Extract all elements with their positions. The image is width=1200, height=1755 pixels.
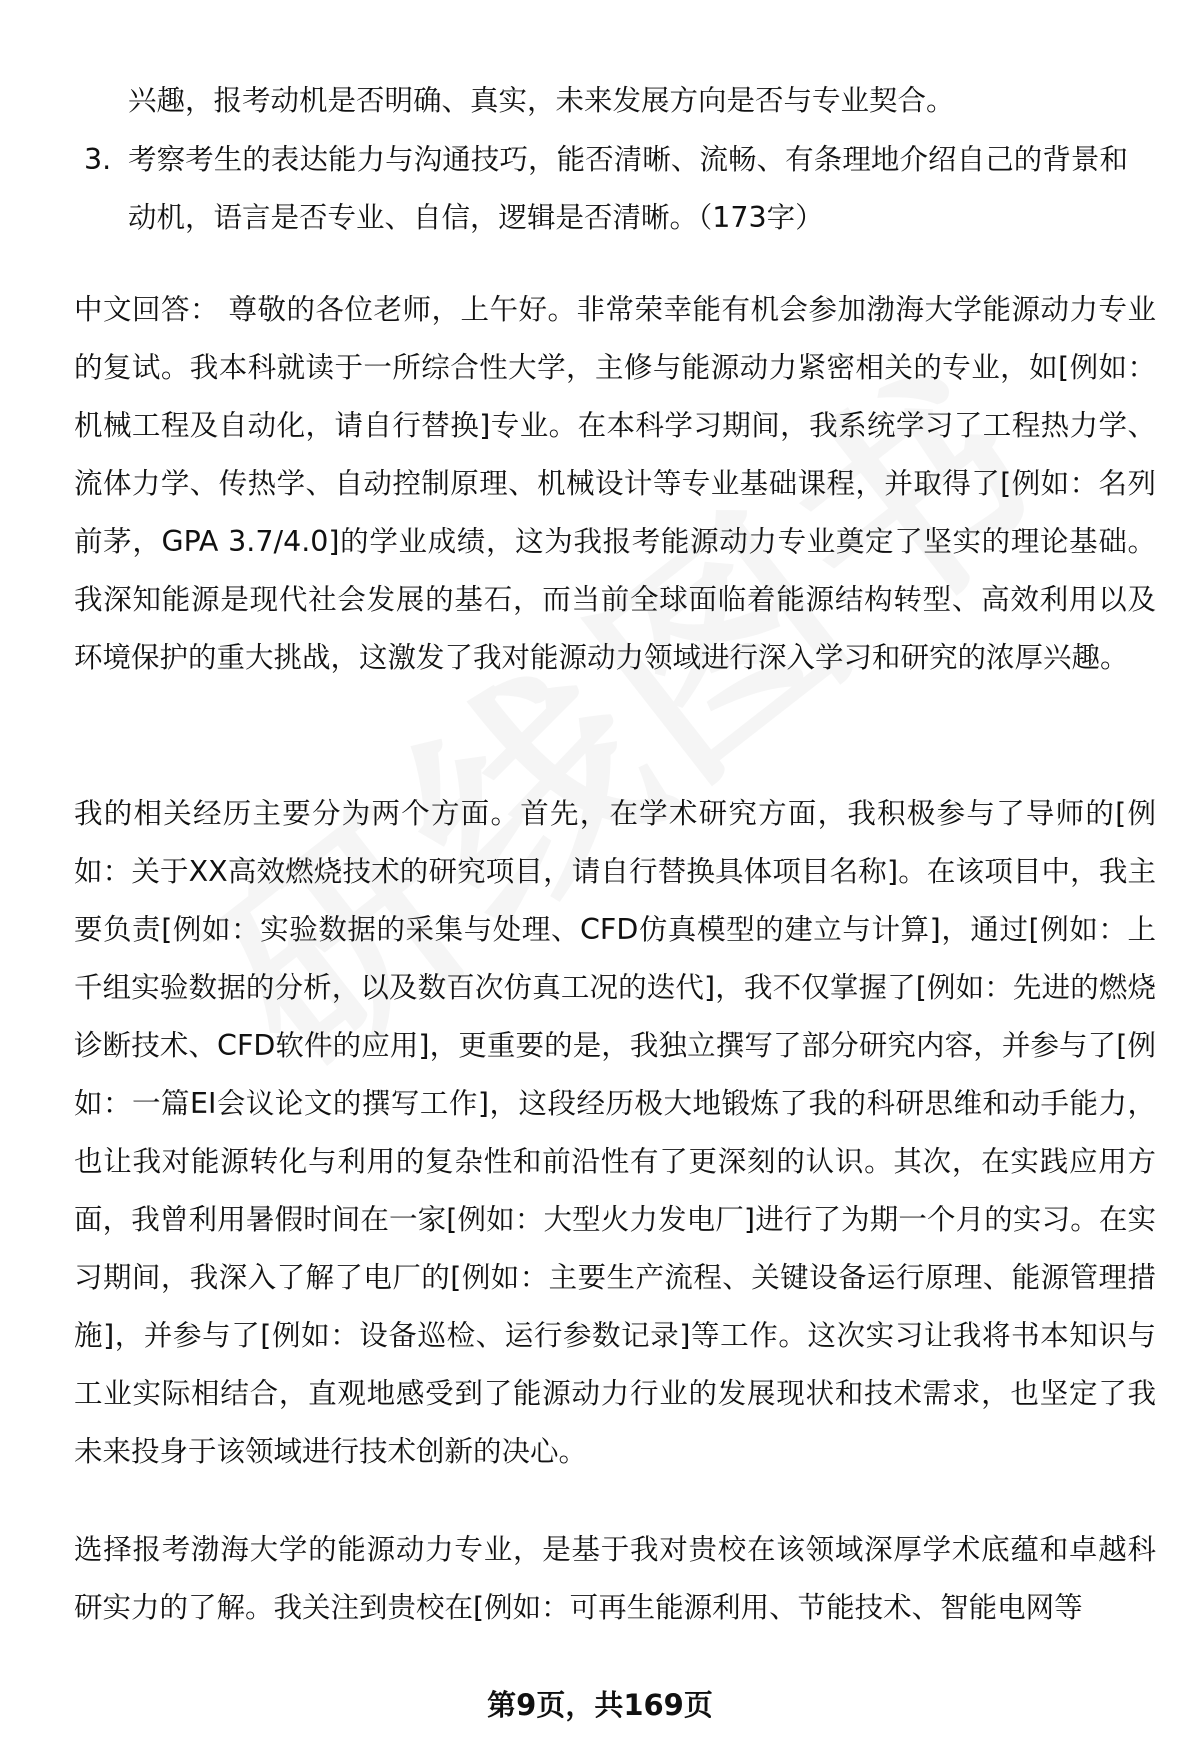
- answer-paragraph-motivation: 选择报考渤海大学的能源动力专业，是基于我对贵校在该领域深厚学术底蕴和卓越科研实力的了解。我关注到贵校在[例如：可再生能源利用、节能技术、智能电网等: [74, 1533, 1156, 1624]
- list-item-3: [84, 131, 1174, 247]
- answer-paragraph-intro: 中文回答： 尊敬的各位老师，上午好。非常荣幸能有机会参加渤海大学能源动力专业的复试。我本科就读于一所综合性大学，主修与能源动力紧密相关的专业，如[例如：机械工程及自动化，请自行替换]专业。在本科学习期间，我系统学习了工程热力学、流体力学、传热学、自动控制原理、机械设计等专业基础课程，并取得了[例如：名列前茅，GPA 3.7/4.0]的学业成绩，这为我报考能源动力专业奠定了坚实的理论基础。我深知能源是现代社会发展的基石，而当前全球面临着能源结构转型、高效利用以及环境保护的重大挑战，这激发了我对能源动力领域进行深入学习和研究的浓厚兴趣。: [74, 293, 1156, 674]
- list-item-2-continuation: 兴趣，报考动机是否明确、真实，未来发展方向是否与专业契合。: [128, 84, 955, 117]
- page-number: 第9页，共169页: [487, 1688, 713, 1722]
- answer-paragraph-experience: 我的相关经历主要分为两个方面。首先，在学术研究方面，我积极参与了导师的[例如：关于XX高效燃烧技术的研究项目，请自行替换具体项目名称]。在该项目中，我主要负责[例如：实验数据的采集与处理、CFD仿真模型的建立与计算]，通过[例如：上千组实验数据的分析，以及数百次仿真工况的迭代]，我不仅掌握了[例如：先进的燃烧诊断技术、CFD软件的应用]，更重要的是，我独立撰写了部分研究内容，并参与了[例如：一篇EI会议论文的撰写工作]，这段经历极大地锻炼了我的科研思维和动手能力，也让我对能源转化与利用的复杂性和前沿性有了更深刻的认识。其次，在实践应用方面，我曾利用暑假时间在一家[例如：大型火力发电厂]进行了为期一个月的实习。在实习期间，我深入了解了电厂的[例如：主要生产流程、关键设备运行原理、能源管理措施]，并参与了[例如：设备巡检、运行参数记录]等工作。这次实习让我将书本知识与工业实际相结合，直观地感受到了能源动力行业的发展现状和技术需求，也坚定了我未来投身于该领域进行技术创新的决心。: [74, 797, 1156, 1468]
- list-item-text: 考察考生的表达能力与沟通技巧，能否清晰、流畅、有条理地介绍自己的背景和动机，语言是否专业、自信，逻辑是否清晰。（173字）: [128, 143, 1128, 234]
- list-item-number: 3.: [84, 143, 112, 176]
